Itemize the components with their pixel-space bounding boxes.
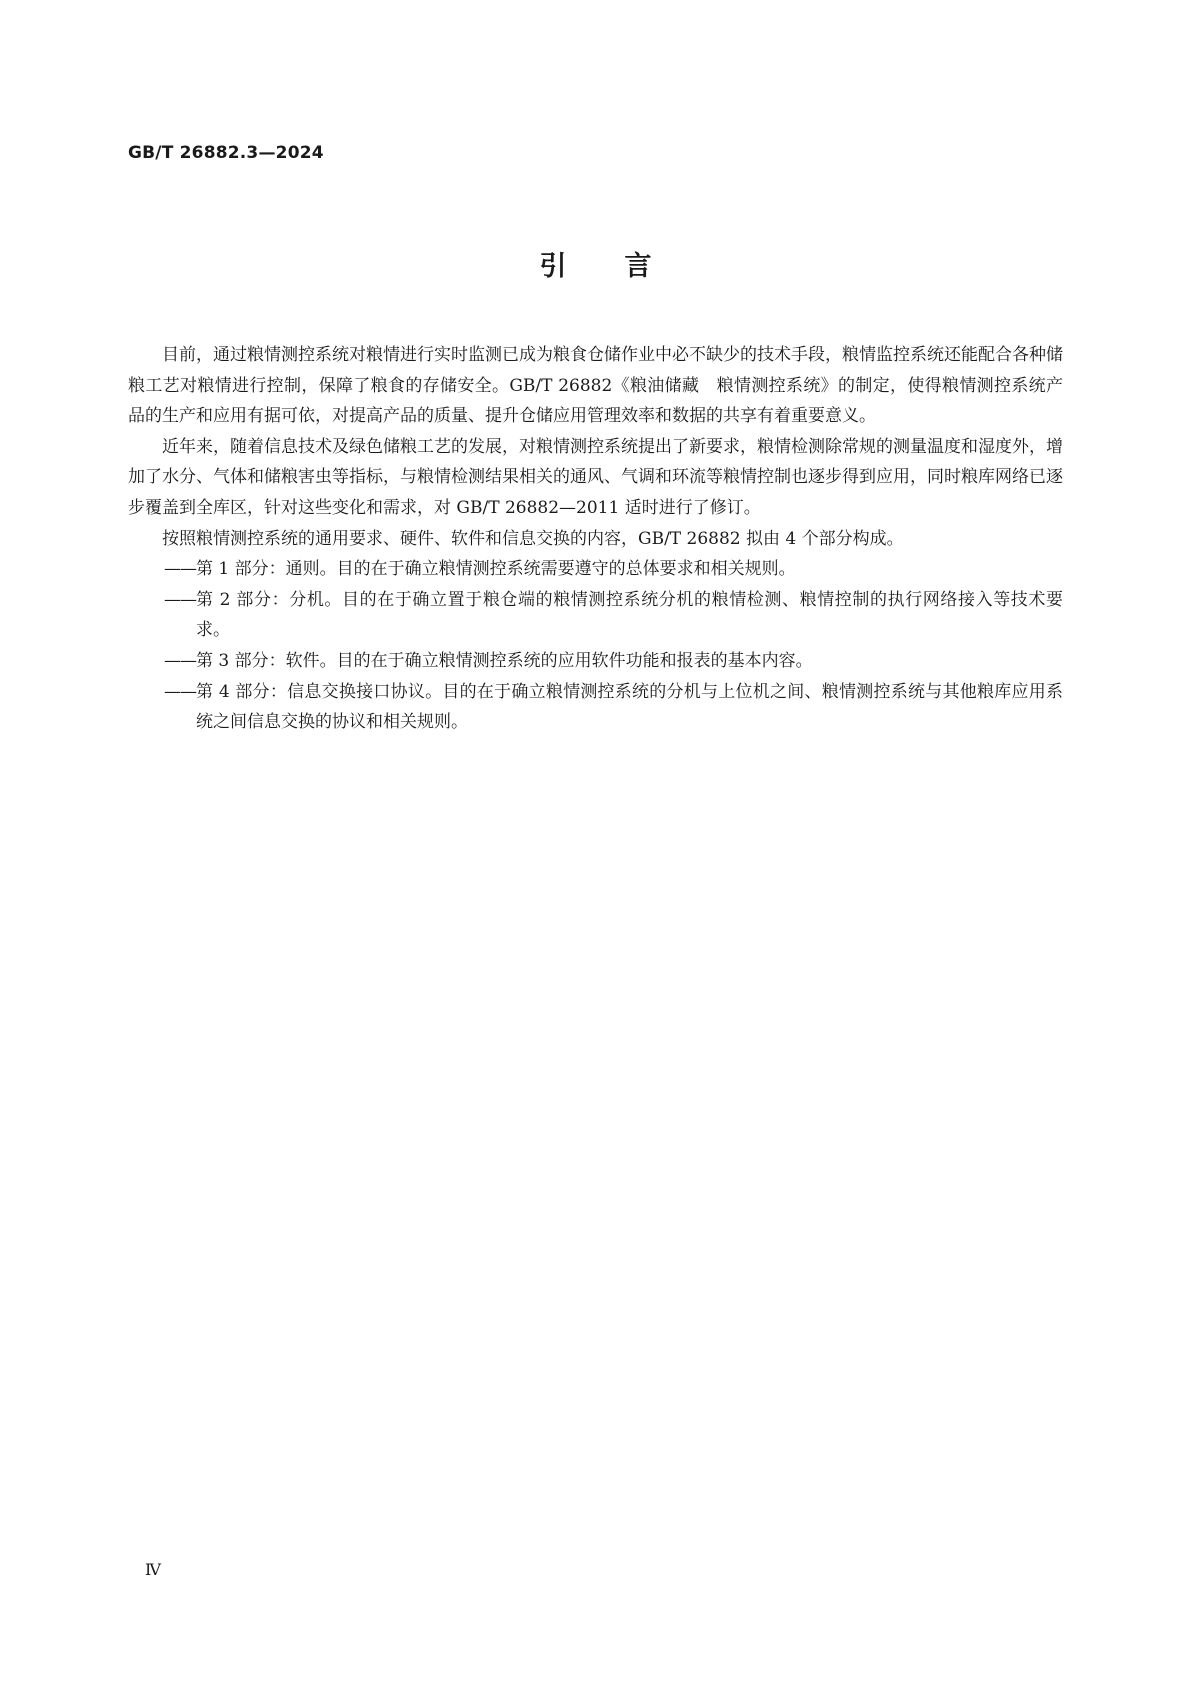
paragraph: 按照粮情测控系统的通用要求、硬件、软件和信息交换的内容，GB/T 26882 拟由 4 个部分构成。 xyxy=(162,528,904,549)
list-dash: —— xyxy=(164,681,196,702)
list-item-text: 第 2 部分：分机。目的在于确立置于粮仓端的粮情测控系统分机的粮情检测、粮情控制的执行网络接入等技术要求。 xyxy=(196,589,1063,641)
list-dash: —— xyxy=(164,650,196,671)
list-dash: —— xyxy=(164,559,196,580)
list-item-text: 第 3 部分：软件。目的在于确立粮情测控系统的应用软件功能和报表的基本内容。 xyxy=(196,650,813,671)
list-dash: —— xyxy=(164,589,196,610)
page-title: 引言 xyxy=(539,251,710,282)
standard-code: GB/T 26882.3—2024 xyxy=(128,143,324,163)
list-item xyxy=(128,646,1063,677)
list-item-text: 第 4 部分：信息交换接口协议。目的在于确立粮情测控系统的分机与上位机之间、粮情测控系统与其他粮库应用系统之间信息交换的协议和相关规则。 xyxy=(196,681,1063,733)
paragraph: 近年来，随着信息技术及绿色储粮工艺的发展，对粮情测控系统提出了新要求，粮情检测除常规的测量温度和湿度外，增加了水分、气体和储粮害虫等指标，与粮情检测结果相关的通风、气调和环流等粮情控制也逐步得到应用，同时粮库网络已逐步覆盖到全库区，针对这些变化和需求，对 GB/T 26882—2011 适时进行了修订。 xyxy=(128,436,1063,518)
list-item xyxy=(128,585,1063,646)
paragraph: 目前，通过粮情测控系统对粮情进行实时监测已成为粮食仓储作业中必不缺少的技术手段，粮情监控系统还能配合各种储粮工艺对粮情进行控制，保障了粮食的存储安全。GB/T 26882《粮油储藏 粮情测控系统》的制定，使得粮情测控系统产品的生产和应用有据可依，对提高产品的质量、提升仓储应用管理效率和数据的共享有着重要意义。 xyxy=(128,345,1063,427)
list-item xyxy=(128,677,1063,738)
body-text xyxy=(128,340,1063,738)
list-item-text: 第 1 部分：通则。目的在于确立粮情测控系统需要遵守的总体要求和相关规则。 xyxy=(196,559,796,580)
list-item xyxy=(128,554,1063,585)
page-number: Ⅳ xyxy=(145,1560,161,1579)
